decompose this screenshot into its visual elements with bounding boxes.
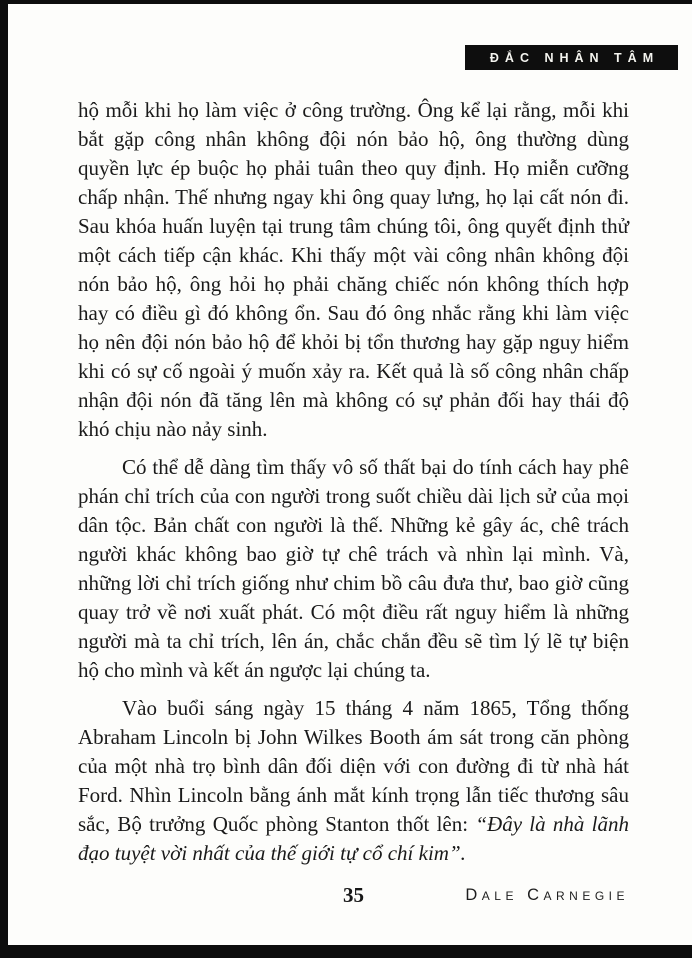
scan-edge-left bbox=[0, 0, 8, 958]
page-number: 35 bbox=[343, 883, 364, 907]
paragraph-3 bbox=[78, 694, 629, 868]
paragraph-2-text: Có thể dễ dàng tìm thấy vô số thất bại do tính cách hay phê phán chỉ trích của con người trong suốt chiều dài lịch sử của mọi dân tộc. Bản chất con người là thế. Những kẻ gây ác, chê trách người khác không bao giờ tự chê trách và nhìn lại mình. Và, những lời chỉ trích giống như chim bồ câu đưa thư, bao giờ cũng quay trở về nơi xuất phát. Có một điều rất nguy hiểm là những người mà ta chỉ trích, lên án, chắc chắn đều sẽ tìm lý lẽ tự biện hộ cho mình và kết án ngược lại chúng ta. bbox=[78, 455, 629, 682]
paragraph-3-text: Vào buổi sáng ngày 15 tháng 4 năm 1865, Tổng thống Abraham Lincoln bị John Wilkes Booth ám sát trong căn phòng của một nhà trọ bình dân đối diện với con đường đi từ nhà hát Ford. Nhìn Lincoln bằng ánh mắt kính trọng lẫn tiếc thương sâu sắc, Bộ trưởng Quốc phòng Stanton thốt lên: bbox=[78, 696, 629, 836]
body-text-block bbox=[78, 96, 629, 877]
author-name: Dale Carnegie bbox=[465, 886, 629, 904]
scan-edge-top bbox=[0, 0, 692, 4]
paragraph-1 bbox=[78, 96, 629, 444]
page-footer bbox=[78, 883, 629, 911]
paragraph-1-text: hộ mỗi khi họ làm việc ở công trường. Ông kể lại rằng, mỗi khi bắt gặp công nhân không đội nón bảo hộ, ông thường dùng quyền lực ép buộc họ phải tuân theo quy định. Họ miễn cưỡng chấp nhận. Thế nhưng ngay khi ông quay lưng, họ lại cất nón đi. Sau khóa huấn luyện tại trung tâm chúng tôi, ông quyết định thử một cách tiếp cận khác. Khi thấy một vài công nhân không đội nón bảo hộ, ông hỏi họ phải chăng chiếc nón không thích hợp hay có điều gì đó không ổn. Sau đó ông nhắc rằng khi làm việc họ nên đội nón bảo hộ để khỏi bị tổn thương hay gặp nguy hiểm khi có sự cố ngoài ý muốn xảy ra. Kết quả là số công nhân chấp nhận đội nón đã tăng lên mà không có sự phản đối hay thái độ khó chịu nào nảy sinh. bbox=[78, 98, 629, 441]
book-title: ĐẮC NHÂN TÂM bbox=[489, 50, 660, 65]
paragraph-3-quote: “Đây là nhà lãnh đạo tuyệt vời nhất của thế giới tự cổ chí kim”. bbox=[78, 812, 629, 865]
paragraph-2 bbox=[78, 453, 629, 685]
scan-edge-bottom bbox=[0, 945, 692, 958]
running-head-bar bbox=[465, 45, 678, 70]
